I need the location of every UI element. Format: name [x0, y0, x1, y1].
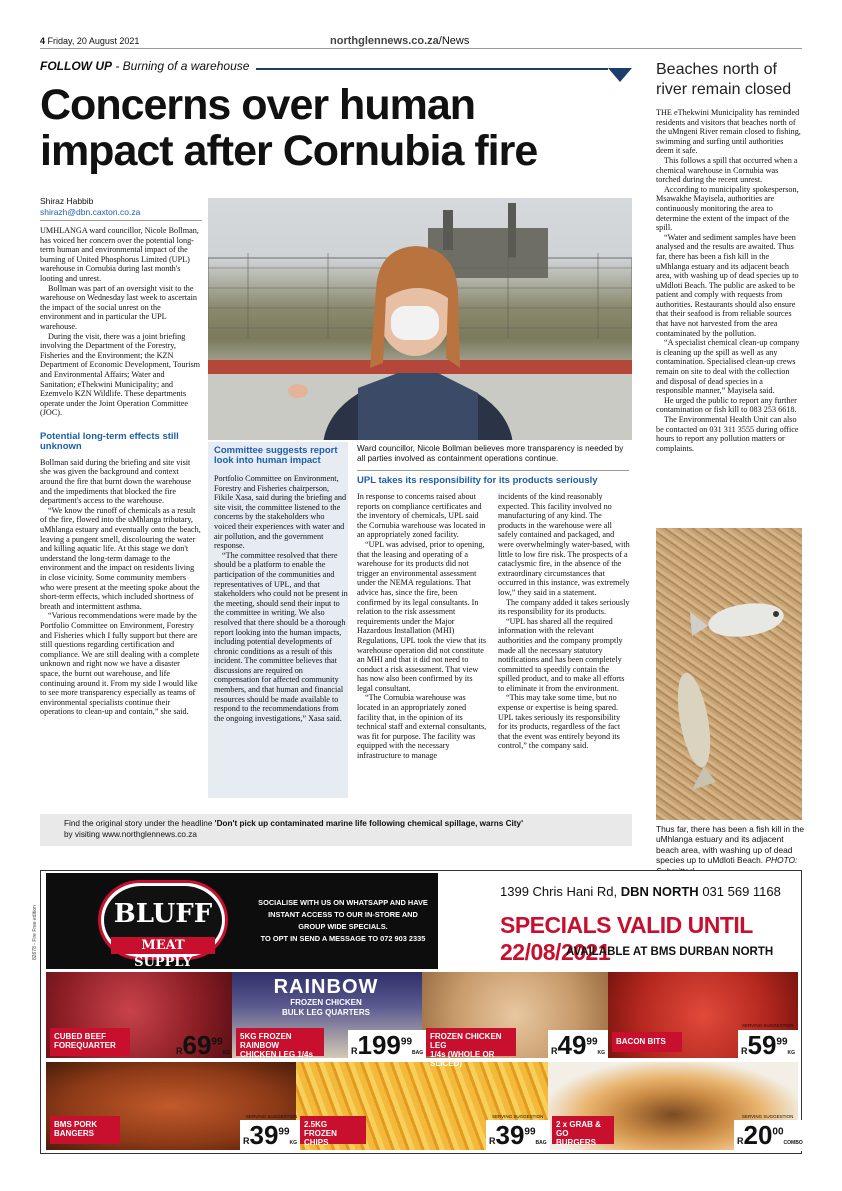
paragraph: Bollman said during the briefing and site visit she was given the background and context around the fire that burnt down the warehouse and the impediments that blocked the fire department's access to the warehouse. — [40, 457, 192, 506]
kicker-text: - Burning of a warehouse — [112, 59, 250, 73]
brand-name: BLUFF — [113, 899, 213, 929]
whatsapp-message — [252, 897, 434, 945]
headline — [40, 82, 537, 174]
specials-validity: SPECIALS VALID UNTIL 22/08/2021 — [500, 912, 753, 965]
kicker-rule — [256, 68, 608, 70]
paragraph: “UPL has shared all the required information with the relevant authorities and the company promptly made all the necessary statutory notifications and has been completely committed to speedily contain the spilled product, and to make all efforts to eliminate it from the environment. — [498, 616, 625, 693]
article-column-1 — [40, 226, 202, 717]
serving-suggestion: SERVING SUGGESTION — [246, 1114, 298, 1119]
paragraph: Bollman was part of an oversight visit to the warehouse on Wednesday last week to ascertain the impact of the social unrest on the environment and in particular the UPL warehouse. — [40, 283, 197, 331]
paragraph: “We know the runoff of chemicals as a result of the fire, flowed into the uMhlanga tributary, uMhlanga estuary and eventually onto the beach, leaving a pungent smell, discolouring the water and killing aquatic life. At this stage we don't understand the long-term damage to the environment and the impact on residents living in close vicinity. Some community members who were present at the meeting spoke about the short-term effects, which included shortness of breath and intermittent asthma. — [40, 505, 201, 611]
paragraph: “The committee resolved that there should be a platform to enable the participation of the communities and representatives of UPL, and that stakeholders who could not be present in the meeting, should send their input to the committee in writing. We also resolved that there should be a thorough report looking into the human impacts, including potential developments of chronic conditions as a result of this incident. The committee believes that discussions are required on compensation for affected community members, and that human and financial resources should be made available to respond to the recommendations from the ongoing investigations,” Xasa said. — [214, 550, 348, 723]
price-rainbow-chicken: $R199^{99}BAG$ — [348, 1030, 426, 1061]
paragraph: UMHLANGA ward councillor, Nicole Bollman, has voiced her concern over the potential long-term human and environmental impact of the burning of United Phosphorus Limited (UPL) warehouse in Cornubia during last month's looting and unrest. — [40, 226, 199, 283]
councillor-photo — [208, 198, 632, 440]
caption-rule — [357, 470, 629, 471]
paragraph: “Various recommendations were made by the Portfolio Committee on Environment, Forestry and Fisheries which I fully support but there are still questions regarding certification and compliance. We are still dealing with a complete unknown and right now we have a disaster space, the burnt out warehouse, and life continuing around it. From my side I would like to see more transparency especially as teams of environmental specialists continue their operations to clean-up and contain,” she said. — [40, 611, 200, 717]
find-story-bar — [40, 814, 632, 846]
paragraph: “A specialist chemical clean-up company is cleaning up the spill as well as any contamination. Specialised clean-up crews remain on site to deal with the collection and disposal of dead species in a responsible manner,” Mayisela said. — [656, 338, 800, 396]
sidebar-body — [656, 108, 802, 453]
paragraph: incidents of the kind reasonably expected. This facility involved no manufacturing of any kind. The products in the warehouse were all safely contained and packaged, and were overwhelmingly water-based, with little to low fire risk. The prospects of a cataclysmic fire, in the absence of the extraordinary circumstances that occurred in this instance, was extremely low,” they said in a statement. — [498, 492, 630, 597]
social-line: GROUP WIDE SPECIALS. — [298, 922, 388, 931]
label-burgers: 2 x GRAB & GO BURGERS — [552, 1116, 614, 1144]
address-text: 1399 Chris Hani Rd, — [500, 884, 618, 899]
label-frozen-chips: 2.5KG FROZEN CHIPS — [300, 1116, 366, 1144]
date-text: Friday, 20 August 2021 — [47, 36, 140, 46]
serving-suggestion: SERVING SUGGESTION — [742, 1023, 794, 1028]
article-column-4 — [498, 492, 630, 751]
paragraph: “Water and sediment samples have been analysed and the results are awaited. Thus far, there has been a fish kill in the uMhlanga estuary and its adjacent beach area, with washing up of dead species up to uMdloti Beach. The public are asked to be patient and comply with requests from authorities. Restaurants should also ensure that their seafood is from reliable sources that have not harvested from the area contaminated by the pollution. — [656, 232, 799, 338]
paragraph: In response to concerns raised about reports on compliance certificates and the inventory of chemicals, UPL said the Cornubia warehouse was located in an appropriately zoned facility. — [357, 492, 486, 540]
paragraph: The Environmental Health Unit can also be contacted on 031 311 3555 during office hours to report any pollution matters or complaints. — [656, 415, 799, 453]
paragraph: This follows a spill that occurred when a chemical warehouse in Cornubia was torched during the recent unrest. — [656, 155, 798, 185]
header-rule — [40, 48, 802, 49]
paragraph: During the visit, there was a joint briefing involving the Department of the Forestry, Fisheries and the Environment; the KZN Department of Economic Development, Tourism and Environmental Affairs; Water and Sanitation; eThekwini Municipality; and Ezemvelo KZN Wildlife. These departments operate under the Joint Operation Committee (JOC). — [40, 331, 201, 418]
byline-rule — [40, 220, 202, 221]
label-pork-bangers: BMS PORK BANGERS — [50, 1116, 120, 1144]
byline-email[interactable]: shirazh@dbn.caxton.co.za — [40, 207, 141, 217]
dead-fish-photo — [656, 528, 802, 820]
paragraph: THE eThekwini Municipality has reminded residents and visitors that beaches north of the uMngeni River remain closed to fishing, swimming and surfing until authorities deem it safe. — [656, 108, 801, 156]
page-date — [40, 36, 139, 46]
fish-caption — [656, 824, 806, 876]
branch-name: DBN NORTH — [620, 884, 699, 899]
label-chicken-leg: FROZEN CHICKEN LEG 1/4s (WHOLE OR SLICED) — [426, 1028, 516, 1056]
label-cubed-beef: CUBED BEEF FOREQUARTER — [50, 1028, 130, 1056]
rainbow-pack-line: FROZEN CHICKEN — [290, 998, 362, 1007]
paragraph: “UPL was advised, prior to opening, that the leasing and operating of a warehouse for its products did not trigger an environmental assessment under the NEMA regulations. That advice has, since the fire, been confirmed by its legal consultants. In relation to the risk assessment requirements under the Major Hazardous Installation (MHI) Regulations, UPL took the view that its warehouse operation did not constitute an MHI and that it did not need to conduct a risk assessment. That view has now also been confirmed by its legal consultant. — [357, 539, 487, 693]
paragraph: Portfolio Committee on Environment, Forestry and Fisheries chairperson, Fikile Xasa, said during the briefing and site visit, the committee listened to the concerns by the stakeholders who voiced their experiences with water and air pollution, and the government response. — [214, 474, 347, 551]
social-line: TO OPT IN SEND A MESSAGE TO 072 903 2335 — [260, 934, 426, 943]
sidebar-title-line1: Beaches north of — [656, 61, 777, 78]
fish-caption-text: Thus far, there has been a fish kill in the uMhlanga estuary and its adjacent beach area, with washing up of dead species up to uMdloti Beach. — [656, 824, 805, 866]
paragraph: He urged the public to report any further contamination or fish kill to 083 253 6618. — [656, 395, 797, 415]
rainbow-brand: RAINBOW — [273, 976, 379, 998]
store-address — [500, 884, 781, 899]
page-number: 4 — [40, 36, 46, 46]
label-bacon-bits: BACON BITS — [612, 1032, 682, 1052]
price-cubed-beef: $R69^{99}KG$ — [176, 1030, 231, 1060]
available-at: AVAILABLE AT BMS DURBAN NORTH — [566, 946, 774, 958]
sidebar-title — [656, 60, 806, 100]
byline — [40, 196, 140, 218]
paragraph: “This may take some time, but no expense or expertise is being spared. UPL takes seriously its responsibility for its products, regardless of the fact that the event was entirely beyond its control,” the company said. — [498, 693, 621, 751]
headline-line2: impact after Cornubia fire — [40, 127, 538, 175]
photo-graphic — [208, 198, 632, 440]
section-name: /News — [438, 35, 470, 47]
kicker-label: FOLLOW UP — [40, 59, 112, 73]
phone-number[interactable]: 031 569 1168 — [702, 884, 781, 899]
article-column-2 — [214, 446, 348, 723]
site-name: northglennews.co.za — [330, 35, 439, 47]
headline-line1: Concerns over human — [40, 81, 475, 129]
byline-name: Shiraz Habbib — [40, 196, 94, 206]
serving-suggestion: SERVING SUGGESTION — [742, 1114, 794, 1119]
paragraph: “The Cornubia warehouse was located in an appropriately zoned facility that, in the opinion of its technical staff and external consultants, was fit for purpose. The facility was equipped with the necessary infrastructure to manage — [357, 693, 487, 761]
photo-credit: PHOTO: — [765, 855, 798, 866]
price-chicken-leg: $R49^{99}KG$ — [548, 1030, 608, 1061]
serving-suggestion: SERVING SUGGESTION — [492, 1114, 544, 1119]
rainbow-pack-line: BULK LEG QUARTERS — [282, 1008, 370, 1017]
brand-subtitle: MEAT SUPPLY — [111, 937, 215, 954]
label-rainbow-chicken: 5KG FROZEN RAINBOW CHICKEN LEG 1/4s — [236, 1028, 324, 1056]
rainbow-pack-text — [256, 998, 396, 1018]
find-story-link[interactable]: by visiting www.northglennews.co.za — [64, 830, 197, 839]
ad-code: 82678 - Fire Free edition — [32, 905, 38, 960]
subhead-committee: Committee suggests report look into human impact — [214, 445, 338, 466]
arrow-down-icon — [608, 68, 632, 82]
find-story-pre: Find the original story under the headline — [64, 819, 215, 828]
price-bacon-bits: $R59^{99}KG$ — [738, 1030, 798, 1061]
subhead-long-term: Potential long-term effects still unknown — [40, 430, 179, 452]
photo-caption: Ward councillor, Nicole Bollman believes more transparency is needed by all parties involved as containment operations continue. — [357, 444, 624, 463]
price-frozen-chips: $R39^{99}BAG$ — [486, 1120, 550, 1151]
sidebar-title-line2: river remain closed — [656, 81, 792, 98]
fish-graphic — [656, 528, 802, 820]
price-pork-bangers: $R39^{99}KG$ — [240, 1120, 300, 1151]
site-header — [330, 35, 469, 47]
paragraph: The company added it takes seriously its responsibility for its products. — [498, 597, 630, 617]
social-line: SOCIALISE WITH US ON WHATSAPP AND HAVE — [258, 898, 428, 907]
kicker — [40, 59, 249, 73]
article-column-3 — [357, 492, 487, 761]
paragraph: According to municipality spokesperson, Msawakhe Mayisela, authorities are continuously monitoring the area to determine the extent of the impact of the spill. — [656, 184, 799, 233]
price-burgers: $R20^{00}COMBO$ — [734, 1120, 806, 1151]
social-line: INSTANT ACCESS TO OUR IN-STORE AND — [268, 910, 418, 919]
find-story-headline: 'Don't pick up contaminated marine life following chemical spillage, warns City' — [214, 819, 524, 828]
subhead-upl: UPL takes its responsibility for its products seriously — [357, 475, 598, 486]
